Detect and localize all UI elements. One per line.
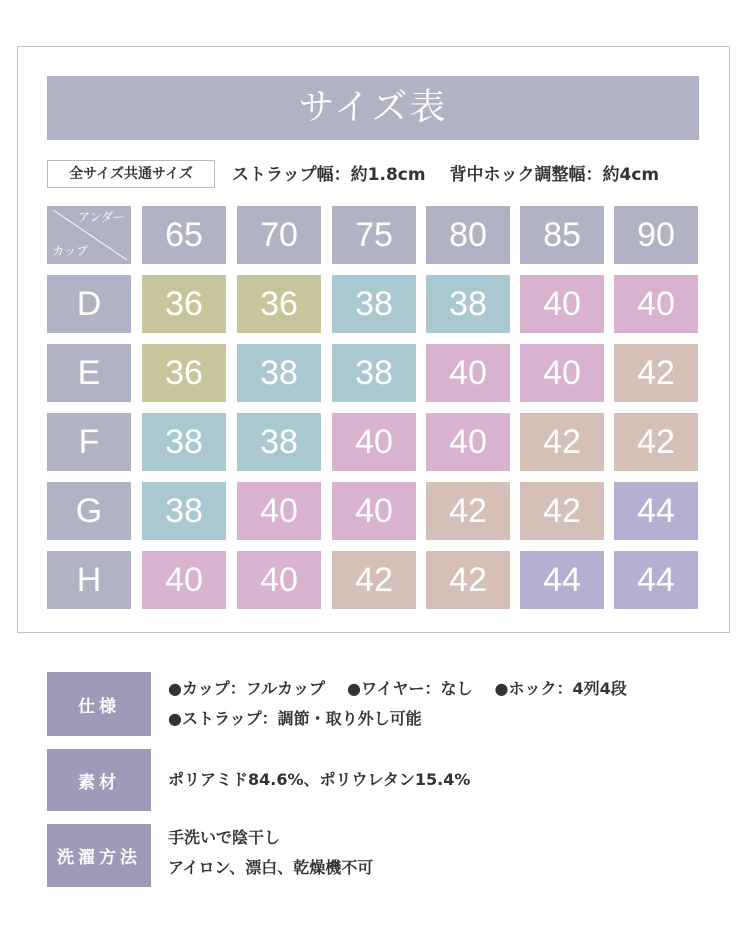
- spec-item-cup: ●カップ：フルカップ: [168, 679, 326, 698]
- under-header-70: 70: [237, 206, 321, 264]
- cup-header-D: D: [47, 275, 131, 333]
- size-cell-F-85: 42: [520, 413, 604, 471]
- size-cell-F-70: 38: [237, 413, 321, 471]
- material-label: 素材: [47, 749, 151, 811]
- washing-line-1: 手洗いで陰干し: [168, 828, 281, 847]
- under-header-85: 85: [520, 206, 604, 264]
- spec-line-2: [168, 704, 649, 734]
- cup-header-G: G: [47, 482, 131, 540]
- washing-label: 洗濯方法: [47, 824, 151, 887]
- under-axis-label: アンダー: [77, 210, 125, 224]
- size-cell-H-70: 40: [237, 551, 321, 609]
- size-cell-D-85: 40: [520, 275, 604, 333]
- under-header-90: 90: [614, 206, 698, 264]
- common-size-badge: 全サイズ共通サイズ: [47, 160, 215, 188]
- material-text: ポリアミド84.6%、ポリウレタン15.4%: [168, 770, 471, 789]
- under-header-65: 65: [142, 206, 226, 264]
- size-cell-E-85: 40: [520, 344, 604, 402]
- size-cell-E-65: 36: [142, 344, 226, 402]
- size-cell-G-80: 42: [426, 482, 510, 540]
- size-cell-D-90: 40: [614, 275, 698, 333]
- size-cell-H-75: 42: [332, 551, 416, 609]
- size-cell-E-80: 40: [426, 344, 510, 402]
- strap-width-text: ストラップ幅：約1.8cm: [232, 165, 426, 185]
- hook-adjust-text: 背中ホック調整幅：約4cm: [449, 165, 660, 185]
- size-cell-H-85: 44: [520, 551, 604, 609]
- spec-line-1: [168, 674, 649, 704]
- size-cell-G-75: 40: [332, 482, 416, 540]
- size-cell-D-70: 36: [237, 275, 321, 333]
- cup-header-H: H: [47, 551, 131, 609]
- size-cell-H-90: 44: [614, 551, 698, 609]
- size-cell-F-80: 40: [426, 413, 510, 471]
- size-cell-G-85: 42: [520, 482, 604, 540]
- size-cell-G-65: 38: [142, 482, 226, 540]
- common-spec-line: [232, 160, 659, 190]
- size-cell-F-65: 38: [142, 413, 226, 471]
- corner-header-cell: [47, 206, 131, 264]
- size-cell-D-80: 38: [426, 275, 510, 333]
- spec-item-wire: ●ワイヤー：なし: [347, 679, 473, 698]
- size-cell-D-65: 36: [142, 275, 226, 333]
- washing-text: [168, 823, 373, 883]
- cup-axis-label: カップ: [52, 244, 88, 258]
- washing-line-2: アイロン、漂白、乾燥機不可: [168, 858, 374, 877]
- size-cell-F-75: 40: [332, 413, 416, 471]
- size-cell-E-70: 38: [237, 344, 321, 402]
- size-cell-F-90: 42: [614, 413, 698, 471]
- spec-item-strap: ●ストラップ：調節・取り外し可能: [168, 709, 422, 728]
- size-cell-E-90: 42: [614, 344, 698, 402]
- cup-header-E: E: [47, 344, 131, 402]
- spec-label: 仕様: [47, 672, 151, 736]
- size-cell-E-75: 38: [332, 344, 416, 402]
- size-cell-G-90: 44: [614, 482, 698, 540]
- size-cell-H-65: 40: [142, 551, 226, 609]
- size-chart-title: サイズ表: [47, 76, 699, 140]
- size-cell-H-80: 42: [426, 551, 510, 609]
- under-header-75: 75: [332, 206, 416, 264]
- under-header-80: 80: [426, 206, 510, 264]
- spec-text: [168, 674, 649, 734]
- size-cell-D-75: 38: [332, 275, 416, 333]
- spec-item-hook: ●ホック：4列4段: [494, 679, 627, 698]
- cup-header-F: F: [47, 413, 131, 471]
- size-cell-G-70: 40: [237, 482, 321, 540]
